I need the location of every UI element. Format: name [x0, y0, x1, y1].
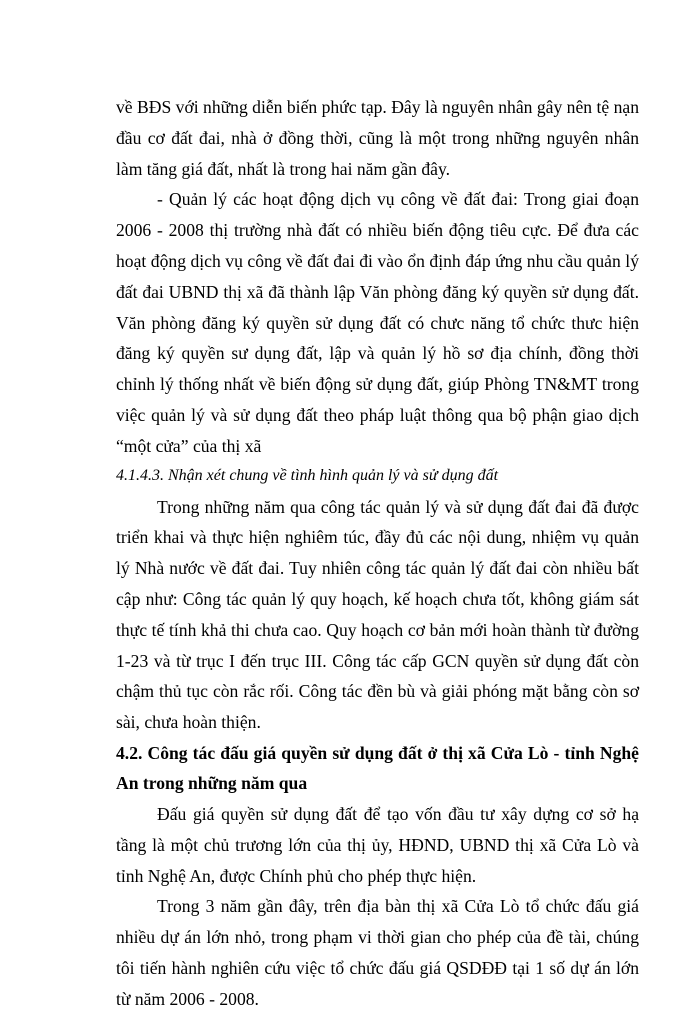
paragraph-1: về BĐS với những diễn biến phức tạp. Đây là nguyên nhân gây nên tệ nạn đầu cơ đất đai, nhà ở đồng thời, cũng là một trong những nguyên nhân làm tăng giá đất, nhất là trong hai năm gần đây.: [116, 97, 639, 179]
section-heading: 4.2. Công tác đấu giá quyền sử dụng đất ở thị xã Cửa Lò - tỉnh Nghệ An trong những năm qua: [116, 742, 639, 794]
paragraph-4: Đấu giá quyền sử dụng đất để tạo vốn đầu tư xây dựng cơ sở hạ tầng là một chủ trương lớn của thị ủy, HĐND, UBND thị xã Cửa Lò và tỉnh Nghệ An, được Chính phủ cho phép thực hiện.: [116, 803, 639, 886]
paragraph-5: Trong 3 năm gần đây, trên địa bàn thị xã Cửa Lò tổ chức đấu giá nhiều dự án lớn nhỏ, trong phạm vi thời gian cho phép của đề tài, chúng tôi tiến hành nghiên cứu việc tổ chức đấu giá QSDĐĐ tại 1 số dự án lớn từ năm 2006 - 2008.: [116, 896, 639, 1009]
paragraph-3: Trong những năm qua công tác quản lý và sử dụng đất đai đã được triển khai và thực hiện nghiêm túc, đầy đủ các nội dung, nhiệm vụ quản lý Nhà nước về đất đai. Tuy nhiên công tác quản lý đất đai còn nhiều bất cập như: Công tác quản lý quy hoạch, kế hoạch chưa tốt, không giám sát thực tế tính khả thi chưa cao. Quy hoạch cơ bản mới hoàn thành từ đường 1-23 và từ trục I đến trục III. Công tác cấp GCN quyền sử dụng đất còn chậm thủ tục còn rắc rối. Công tác đền bù và giải phóng mặt bằng còn sơ sài, chưa hoàn thiện.: [116, 496, 639, 733]
paragraph-2: - Quản lý các hoạt động dịch vụ công về đất đai: Trong giai đoạn 2006 - 2008 thị trường nhà đất có nhiều biến động tiêu cực. Để đưa các hoạt động dịch vụ công về đất đai đi vào ổn định đáp ứng nhu cầu quản lý đất đai UBND thị xã đã thành lập Văn phòng đăng ký quyền sử dụng đất. Văn phòng đăng ký quyền sử dụng đất có chưc năng tổ chức thưc hiện đăng ký quyền sư dụng đất, lập và quản lý hồ sơ địa chính, đồng thời chỉnh lý thống nhất về biến động sử dụng đất, giúp Phòng TN&MT trong việc quản lý và sử dụng đất theo pháp luật thông qua bộ phận giao dịch “một cửa” của thị xã: [116, 189, 639, 456]
section-subheading: 4.1.4.3. Nhận xét chung về tình hình quản lý và sử dụng đất: [116, 466, 499, 484]
